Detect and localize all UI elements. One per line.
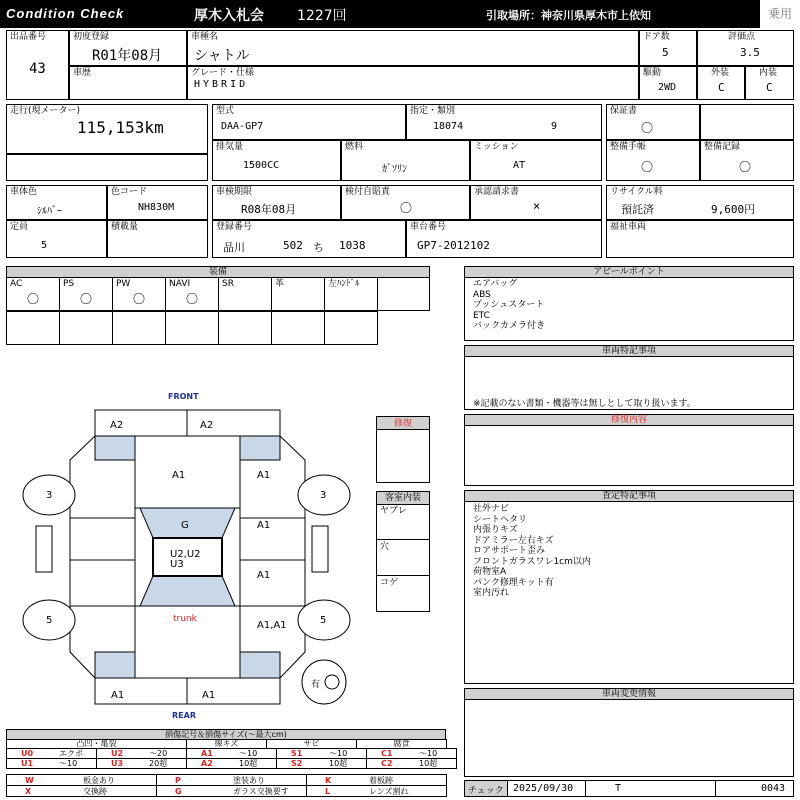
lot-box xyxy=(6,30,69,100)
chassis-label: 車台番号 xyxy=(410,222,447,232)
left-front-light xyxy=(95,436,135,460)
recycle-fee: 9,600円 xyxy=(711,203,756,216)
designation-label: 指定・類別 xyxy=(410,106,456,116)
legend-desc: 〜10 xyxy=(419,749,438,758)
equipment-label: PW xyxy=(116,279,131,289)
special-footnote: ※記載のない書類・機器等は無しとして取り扱います。 xyxy=(473,399,696,409)
mark-right-door-rear: A1 xyxy=(257,570,271,581)
brand-title: Condition Check xyxy=(6,6,125,21)
legend-code: U3 xyxy=(111,759,124,768)
chassis-value: GP7-2012102 xyxy=(417,239,490,252)
inspector: T xyxy=(615,783,622,794)
type-box xyxy=(212,104,406,140)
equipment-label: 左ﾊﾝﾄﾞﾙ xyxy=(328,279,360,289)
equipment-mark: 〇 xyxy=(132,292,145,306)
warranty-extra xyxy=(700,104,794,140)
color-value: ｼﾙﾊﾞｰ xyxy=(37,206,62,217)
pickup-location: 引取場所：神奈川県厚木市上依知 xyxy=(486,9,651,22)
history-label: 車歴 xyxy=(73,68,92,78)
legend-code: X xyxy=(25,787,32,796)
inspection-label: 車検期限 xyxy=(216,187,253,197)
approval-mark: × xyxy=(533,199,541,213)
front-label: FRONT xyxy=(168,392,199,401)
right-rear-light xyxy=(240,652,280,678)
fuel-label: 燃料 xyxy=(345,142,364,152)
model-box xyxy=(187,30,639,66)
mark-front-left: A2 xyxy=(110,420,124,431)
load-box xyxy=(107,220,208,258)
legend-group-1: 線キズ xyxy=(186,739,267,749)
legend-group-3: 腐食 xyxy=(356,739,447,749)
repair-tag: 修復 xyxy=(376,416,430,430)
load-label: 積載量 xyxy=(111,222,139,232)
legend-desc: レンズ割れ xyxy=(369,787,409,796)
special-title: 車両特記事項 xyxy=(464,345,794,357)
designation-value: 18074 xyxy=(433,121,464,132)
equipment-label: SR xyxy=(222,279,234,289)
spare-tire-hub xyxy=(325,675,339,689)
manual-box xyxy=(606,140,700,181)
plate-box xyxy=(212,220,406,258)
mileage-box xyxy=(6,104,208,154)
legend-desc: 板金あり xyxy=(83,776,115,785)
equipment-2 xyxy=(112,277,166,311)
legend-code-cell xyxy=(6,785,157,797)
right-side-body xyxy=(240,436,305,678)
plate-label: 登録番号 xyxy=(216,222,253,232)
legend-code: P xyxy=(175,776,181,785)
legend-code: U2 xyxy=(111,749,124,758)
equipment-3 xyxy=(165,277,219,311)
model-label: 車種名 xyxy=(191,32,219,42)
repair-tag-body xyxy=(376,429,430,483)
legend-code: S1 xyxy=(291,749,303,758)
equipment-label: NAVI xyxy=(169,279,191,289)
record-label: 整備記録 xyxy=(704,142,741,152)
right-front-light xyxy=(240,436,280,460)
legend-desc: 〜10 xyxy=(239,749,258,758)
welfare-label: 福祉車両 xyxy=(610,222,647,232)
grade-box xyxy=(187,66,639,100)
displacement-value: 1500CC xyxy=(243,160,280,171)
spare-tire-note: 有 xyxy=(311,680,321,690)
check-date: 2025/09/30 xyxy=(513,783,574,794)
mark-wheel-rr: 5 xyxy=(320,615,327,626)
equipment-extra-4 xyxy=(218,311,272,345)
footer-check xyxy=(464,780,794,797)
legend-desc: 〜10 xyxy=(59,759,78,768)
legend-desc: 塗装あり xyxy=(233,776,265,785)
appeal-panel xyxy=(464,277,794,341)
color-code-value: NH830M xyxy=(138,202,175,213)
left-side-body xyxy=(70,436,135,678)
type-label: 型式 xyxy=(216,106,235,116)
equipment-label: 革 xyxy=(275,279,285,289)
mark-windshield: G xyxy=(181,520,189,531)
color-code-label: 色コード xyxy=(111,187,148,197)
legend-code: A2 xyxy=(201,759,213,768)
legend-code: K xyxy=(325,776,332,785)
repair-title: 修復内容 xyxy=(464,414,794,426)
repair-panel xyxy=(464,425,794,486)
mark-wheel-fr: 3 xyxy=(320,490,327,501)
equipment-mark: 〇 xyxy=(26,292,39,306)
legend-code: W xyxy=(25,776,34,785)
legend-group-0: 凸凹・亀裂 xyxy=(6,739,187,749)
drive-box xyxy=(639,66,697,100)
inspection-value: R08年08月 xyxy=(241,203,297,216)
equipment-extra-5 xyxy=(271,311,325,345)
score-value: 3.5 xyxy=(740,46,760,59)
hood xyxy=(135,436,240,508)
equipment-extra-3 xyxy=(165,311,219,345)
legend-desc: 20超 xyxy=(149,759,168,768)
auction-name: 厚木入札会 xyxy=(194,8,264,24)
insurance-label: 検付自賠責 xyxy=(345,187,391,197)
changes-panel xyxy=(464,699,794,777)
inspection-notes-panel xyxy=(464,501,794,684)
equipment-mark: 〇 xyxy=(185,292,198,306)
legend-code: L xyxy=(325,787,331,796)
equipment-5 xyxy=(271,277,325,311)
exterior-grade: C xyxy=(718,81,725,94)
welfare-box xyxy=(606,220,794,258)
record-mark: 〇 xyxy=(739,160,752,174)
recycle-status: 預託済 xyxy=(621,203,654,216)
mark-roof: U2,U2 U3 xyxy=(170,549,201,570)
color-label: 車体色 xyxy=(10,187,38,197)
lot-number: 43 xyxy=(29,61,46,77)
first-reg-value: R01年08月 xyxy=(92,48,163,64)
legend-cell xyxy=(276,758,367,769)
capacity-label: 定員 xyxy=(10,222,29,232)
equipment-4 xyxy=(218,277,272,311)
equipment-extra-0 xyxy=(6,311,60,345)
equipment-extra-2 xyxy=(112,311,166,345)
equipment-6 xyxy=(324,277,378,311)
legend-code: U1 xyxy=(21,759,34,768)
equipment-extra-6 xyxy=(324,311,378,345)
equipment-label: AC xyxy=(10,279,23,289)
score-box xyxy=(697,30,794,66)
rear-label: REAR xyxy=(172,711,196,720)
legend-desc: 10超 xyxy=(239,759,258,768)
interior-label: 内装 xyxy=(759,68,778,78)
legend-desc: 〜20 xyxy=(149,749,168,758)
rear-window xyxy=(140,576,235,606)
first-reg-box xyxy=(69,30,187,66)
mileage-label: 走行(現メーター) xyxy=(10,106,81,116)
mark-right-quarter: A1,A1 xyxy=(257,620,287,631)
color-box xyxy=(6,185,107,220)
grade-label: グレード・仕様 xyxy=(191,68,255,78)
legend-code: C1 xyxy=(381,749,393,758)
equipment-1 xyxy=(59,277,113,311)
doors-box xyxy=(639,30,697,66)
legend-code: G xyxy=(175,787,182,796)
model-name: シャトル xyxy=(194,48,250,64)
legend-code: U0 xyxy=(21,749,34,758)
warranty-box xyxy=(606,104,700,140)
inspection-notes-text: 社外ナビ シートヘタリ 内張りキズ ドアミラー左右キズ ロアサポート歪み フロントガラスワレ1cm以内 荷物室A パンク修理キット有 室内汚れ xyxy=(473,504,591,598)
interior-box xyxy=(745,66,794,100)
recycle-box xyxy=(606,185,794,220)
drive-label: 駆動 xyxy=(643,68,662,78)
approval-box xyxy=(470,185,602,220)
legend-cell xyxy=(6,758,97,769)
exterior-box xyxy=(697,66,745,100)
plate-kana: ち xyxy=(313,241,324,254)
legend-cell xyxy=(96,758,187,769)
vehicle-class: 乗用 xyxy=(760,0,800,28)
mark-hood-right: A1 xyxy=(257,470,271,481)
mark-hood-left: A1 xyxy=(172,470,186,481)
mission-box xyxy=(470,140,602,181)
chassis-box xyxy=(406,220,602,258)
equipment-extra-1 xyxy=(59,311,113,345)
classification-value: 9 xyxy=(551,121,558,132)
legend-desc: エクボ xyxy=(59,749,83,758)
legend-code-cell xyxy=(156,785,307,797)
doors-value: 5 xyxy=(662,46,669,59)
cabin-title: 客室内装 xyxy=(376,491,430,505)
insurance-box xyxy=(341,185,470,220)
plate-region: 品川 xyxy=(223,241,245,254)
check-number: 0043 xyxy=(761,783,786,794)
appeal-title: アピールポイント xyxy=(464,266,794,278)
color-code-box xyxy=(107,185,208,220)
displacement-box xyxy=(212,140,341,181)
record-box xyxy=(700,140,794,181)
warranty-label: 保証書 xyxy=(610,106,638,116)
check-label: チェック xyxy=(468,786,504,796)
fuel-box xyxy=(341,140,470,181)
legend-title: 損傷記号＆損傷サイズ(〜最大cm) xyxy=(6,729,446,740)
type-value: DAA-GP7 xyxy=(221,121,264,132)
recycle-label: リサイクル料 xyxy=(610,187,663,197)
legend-desc: 10超 xyxy=(419,759,438,768)
score-label: 評価点 xyxy=(728,32,756,42)
mileage-value: 115,153km xyxy=(77,118,164,137)
plate-class: 502 xyxy=(283,239,303,252)
warranty-mark: 〇 xyxy=(641,121,654,135)
mark-front-right: A2 xyxy=(200,420,214,431)
inspection-notes-title: 査定特記事項 xyxy=(464,490,794,502)
mark-rear-right: A1 xyxy=(202,690,216,701)
cabin-panel xyxy=(376,504,430,612)
designation-box xyxy=(406,104,602,140)
cabin-item-burn: コゲ xyxy=(380,578,399,588)
mark-right-door-front: A1 xyxy=(257,520,271,531)
equipment-label: PS xyxy=(63,279,75,289)
manual-mark: 〇 xyxy=(641,160,654,174)
left-rear-light xyxy=(95,652,135,678)
equipment-tail xyxy=(377,277,430,311)
mission-value: AT xyxy=(513,160,526,171)
mileage-empty xyxy=(6,154,208,181)
mark-wheel-rl: 5 xyxy=(46,615,53,626)
fuel-value: ｶﾞｿﾘﾝ xyxy=(382,164,407,175)
legend-desc: 交換跡 xyxy=(83,787,107,796)
equipment-mark: 〇 xyxy=(79,292,92,306)
displacement-label: 排気量 xyxy=(216,142,244,152)
first-reg-label: 初度登録 xyxy=(73,32,110,42)
appeal-text: エアバッグ ABS プッシュスタート ETC バックカメラ付き xyxy=(473,279,546,331)
doors-label: ドア数 xyxy=(643,32,670,42)
legend-code: A1 xyxy=(201,749,213,758)
history-box xyxy=(69,66,187,100)
legend-code-cell xyxy=(306,785,447,797)
auction-session: 1227回 xyxy=(297,8,347,24)
legend-cell xyxy=(186,758,277,769)
legend-code: S2 xyxy=(291,759,303,768)
plate-number: 1038 xyxy=(339,239,366,252)
legend-code: C2 xyxy=(381,759,393,768)
trunk-label: trunk xyxy=(173,614,197,624)
equipment-0 xyxy=(6,277,60,311)
interior-grade: C xyxy=(766,81,773,94)
legend-desc: 着板跡 xyxy=(369,776,393,785)
mark-rear-left: A1 xyxy=(111,690,125,701)
manual-label: 整備手帳 xyxy=(610,142,647,152)
capacity-box xyxy=(6,220,107,258)
lot-label: 出品番号 xyxy=(10,32,47,42)
grade-value: HYBRID xyxy=(194,79,249,90)
approval-label: 承認請求書 xyxy=(474,187,520,197)
cabin-item-hole: 穴 xyxy=(380,542,390,552)
insurance-mark: 〇 xyxy=(400,201,413,215)
right-mirror xyxy=(312,526,328,572)
legend-cell xyxy=(366,758,457,769)
legend-desc: 〜10 xyxy=(329,749,348,758)
special-panel xyxy=(464,356,794,410)
legend-desc: ガラス交換要す xyxy=(233,787,289,796)
mission-label: ミッション xyxy=(474,142,519,152)
exterior-label: 外装 xyxy=(711,68,730,78)
equipment-title: 装備 xyxy=(6,266,430,278)
mark-wheel-fl: 3 xyxy=(46,490,53,501)
capacity-value: 5 xyxy=(41,240,48,251)
cabin-item-tear: ヤブレ xyxy=(380,506,407,516)
legend-desc: 10超 xyxy=(329,759,348,768)
legend-group-2: サビ xyxy=(266,739,357,749)
inspection-box xyxy=(212,185,341,220)
changes-title: 車両変更情報 xyxy=(464,688,794,700)
drive-value: 2WD xyxy=(658,82,677,93)
left-mirror xyxy=(36,526,52,572)
